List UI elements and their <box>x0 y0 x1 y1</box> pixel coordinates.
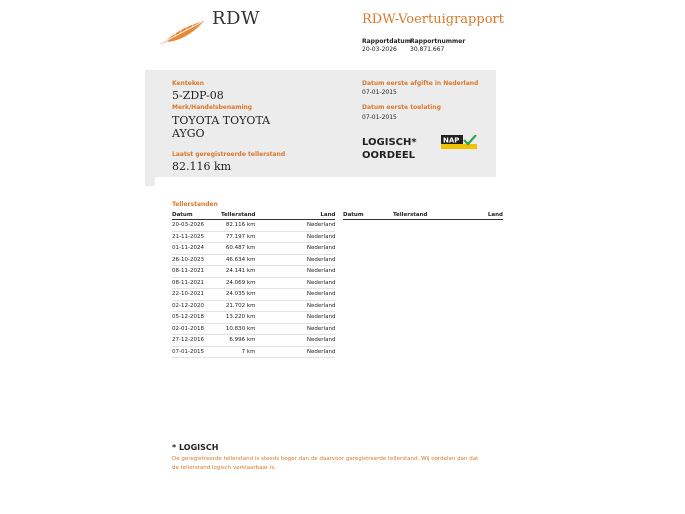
footnote-title: * LOGISCH <box>172 443 219 452</box>
cell-tellerstand: 60.487 km <box>221 243 255 255</box>
afgifte-value: 07-01-2015 <box>362 89 397 96</box>
toelating-value: 07-01-2015 <box>362 114 397 121</box>
cell-land: Nederland <box>255 335 335 347</box>
table-row <box>172 220 335 232</box>
table-row <box>172 346 335 358</box>
footnote-text: De geregistreerde tellerstand is steeds hoger dan de daarvoor geregistreerde tellerstand. Wij oordelen dan dat de tellerstand logisch verklaarbaar is. <box>172 456 479 471</box>
cell-land: Nederland <box>255 266 335 278</box>
tellerstanden-table <box>172 210 335 358</box>
nap-logo-text: NAP <box>443 136 460 145</box>
table-header-row <box>172 210 335 220</box>
cell-land: Nederland <box>255 220 335 232</box>
table-row <box>172 300 335 312</box>
cell-tellerstand: 13.220 km <box>221 312 255 324</box>
cell-datum: 07-01-2015 <box>172 346 221 358</box>
merk-value-line2: AYGO <box>172 127 205 140</box>
cell-land: Nederland <box>255 231 335 243</box>
table-row <box>172 243 335 255</box>
cell-tellerstand: 24.035 km <box>221 289 255 301</box>
nap-logo <box>441 134 477 148</box>
cell-datum: 26-10-2023 <box>172 254 221 266</box>
cell-land: Nederland <box>255 323 335 335</box>
rapportdatum-value: 20-03-2026 <box>362 46 397 53</box>
merk-value-line1: TOYOTA TOYOTA <box>172 114 271 127</box>
merk-label: Merk/Handelsbenaming <box>172 104 253 111</box>
col-datum-2: Datum <box>343 210 393 220</box>
table-row <box>172 277 335 289</box>
kenteken-value: 5-ZDP-08 <box>172 89 224 102</box>
cell-datum: 08-11-2021 <box>172 266 221 278</box>
tellerstanden-table-2 <box>343 210 503 220</box>
cell-tellerstand: 24.069 km <box>221 277 255 289</box>
cell-land: Nederland <box>255 254 335 266</box>
col-tellerstand-2: Tellerstand <box>393 210 453 220</box>
table-header-row-2 <box>343 210 503 220</box>
table-row <box>172 312 335 324</box>
tellerstanden-title: Tellerstanden <box>172 201 218 208</box>
cell-land: Nederland <box>255 300 335 312</box>
cell-land: Nederland <box>255 277 335 289</box>
cell-datum: 21-11-2025 <box>172 231 221 243</box>
col-datum: Datum <box>172 210 221 220</box>
cell-datum: 02-12-2020 <box>172 300 221 312</box>
col-land-2: Land <box>453 210 503 220</box>
cell-datum: 27-12-2016 <box>172 335 221 347</box>
cell-land: Nederland <box>255 312 335 324</box>
cell-datum: 08-11-2021 <box>172 277 221 289</box>
cell-tellerstand: 6.996 km <box>221 335 255 347</box>
table-row <box>172 335 335 347</box>
cell-tellerstand: 7 km <box>221 346 255 358</box>
rdw-logo-icon <box>158 18 206 46</box>
cell-datum: 22-10-2021 <box>172 289 221 301</box>
cell-datum: 02-01-2018 <box>172 323 221 335</box>
cell-land: Nederland <box>255 346 335 358</box>
col-land: Land <box>255 210 335 220</box>
col-tellerstand: Tellerstand <box>221 211 256 218</box>
tellerstand-value: 82.116 km <box>172 160 232 173</box>
cell-tellerstand: 24.141 km <box>221 266 255 278</box>
oordeel-status <box>362 136 417 162</box>
oordeel-line2: OORDEEL <box>362 150 416 161</box>
table-row <box>172 254 335 266</box>
report-title: RDW-Voertuigrapport <box>362 12 504 27</box>
rapportnummer-value: 30.871.667 <box>410 46 445 53</box>
rapportdatum-label: Rapportdatum <box>362 38 411 45</box>
cell-land: Nederland <box>255 289 335 301</box>
tellerstand-label: Laatst geregistreerde tellerstand <box>172 151 286 158</box>
kenteken-label: Kenteken <box>172 80 204 87</box>
cell-tellerstand: 10.830 km <box>221 323 255 335</box>
table-row <box>172 289 335 301</box>
table-row <box>172 231 335 243</box>
cell-tellerstand: 46.634 km <box>221 254 255 266</box>
table-row <box>172 266 335 278</box>
cell-datum: 01-11-2024 <box>172 243 221 255</box>
toelating-label: Datum eerste toelating <box>362 104 441 111</box>
table-row <box>172 323 335 335</box>
cell-tellerstand: 77.197 km <box>221 231 255 243</box>
cell-datum: 20-03-2026 <box>172 220 221 232</box>
logo-text: RDW <box>212 8 260 29</box>
cell-land: Nederland <box>255 243 335 255</box>
cell-tellerstand: 82.116 km <box>221 220 255 232</box>
rapportnummer-label: Rapportnummer <box>410 38 466 45</box>
cell-datum: 05-12-2018 <box>172 312 221 324</box>
afgifte-label: Datum eerste afgifte in Nederland <box>362 80 479 87</box>
panel-corner <box>145 177 155 186</box>
cell-tellerstand: 21.702 km <box>221 300 255 312</box>
oordeel-line1: LOGISCH* <box>362 137 417 148</box>
